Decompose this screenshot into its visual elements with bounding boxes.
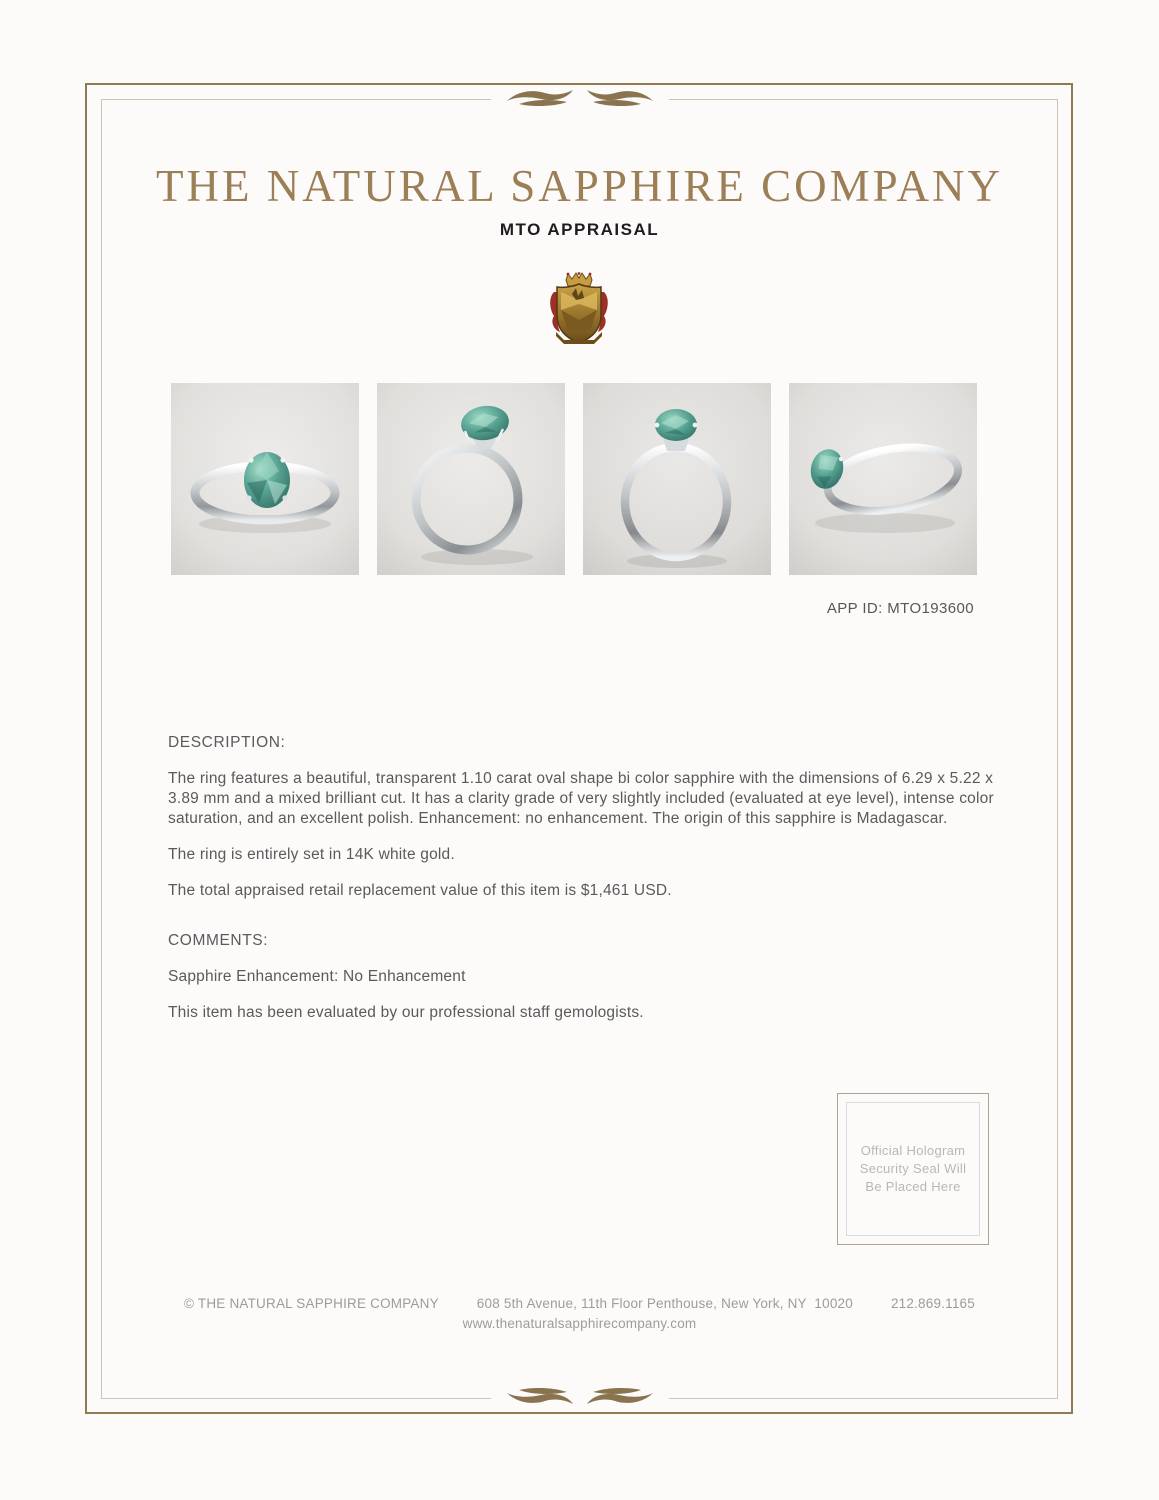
ring-photo-side (789, 383, 977, 575)
ring-photo-tilted (377, 383, 565, 575)
hologram-text-line: Security Seal Will (859, 1161, 967, 1176)
footer-address: 608 5th Avenue, 11th Floor Penthouse, New York, NY 10020 (476, 1296, 853, 1311)
flourish-icon (505, 1386, 655, 1406)
appraisal-text (168, 733, 1014, 1039)
product-photo-row (171, 383, 977, 575)
document-type-heading: MTO APPRAISAL (499, 220, 660, 239)
footer (0, 1295, 1159, 1333)
ring-photo-front (171, 383, 359, 575)
description-paragraph: The ring features a beautiful, transparent 1.10 carat oval shape bi color sapphire with the dimensions of 6.29 x 5.22 x 3.89 mm and a mixed brilliant cut. It has a clarity grade of very slightly included (evaluated at eye level), intense color saturation, and an excellent polish. Enhancement: no enhancement. The origin of this sapphire is Madagascar. (168, 770, 994, 827)
hologram-seal-placeholder (837, 1093, 989, 1245)
app-id-label: APP ID: (826, 600, 883, 617)
description-paragraph: The ring is entirely set in 14K white gold. (168, 846, 455, 863)
top-flourish-ornament (491, 88, 669, 108)
footer-contact-line (0, 1295, 1159, 1313)
app-id (827, 600, 974, 617)
footer-website: www.thenaturalsapphirecompany.com (462, 1316, 697, 1331)
ring-photo-upright (583, 383, 771, 575)
app-id-value: MTO193600 (887, 600, 974, 617)
comments-heading: COMMENTS: (168, 932, 269, 949)
comments-paragraph: Sapphire Enhancement: No Enhancement (168, 968, 466, 985)
footer-copyright: © THE NATURAL SAPPHIRE COMPANY (184, 1296, 439, 1311)
description-paragraph: The total appraised retail replacement value of this item is $1,461 USD. (168, 882, 672, 899)
bottom-flourish-ornament (491, 1386, 669, 1406)
flourish-icon (505, 88, 655, 108)
description-heading: DESCRIPTION: (168, 734, 286, 751)
hologram-seal-inner-frame (846, 1102, 980, 1236)
hologram-text-line: Be Placed Here (865, 1179, 961, 1194)
company-name: THE NATURAL SAPPHIRE COMPANY (155, 161, 1004, 211)
hologram-text-line: Official Hologram (860, 1143, 966, 1158)
comments-paragraph: This item has been evaluated by our professional staff gemologists. (168, 1004, 644, 1021)
footer-phone: 212.869.1165 (890, 1296, 975, 1311)
company-crest-icon (546, 270, 612, 348)
